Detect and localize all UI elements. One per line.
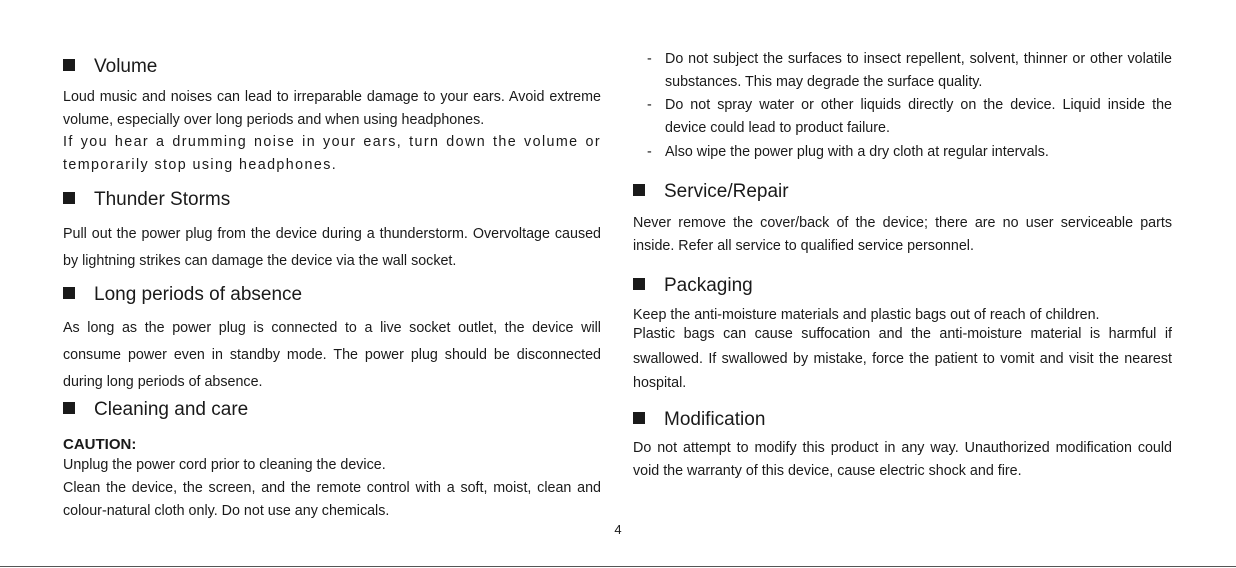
bullet-square-icon — [633, 278, 645, 290]
cleaning-paragraph-2: Clean the device, the screen, and the remote control with a soft, moist, clean and colour-natural cloth only. Do not use any chemicals. — [63, 480, 601, 519]
bullet-square-icon — [63, 192, 75, 204]
packaging-paragraph-2: Plastic bags can cause suffocation and the anti-moisture material is harmful if swallowed. If swallowed by mistake, force the patient to vomit and visit the nearest hospital. — [633, 326, 1172, 391]
volume-paragraph-1: Loud music and noises can lead to irreparable damage to your ears. Avoid extreme volume, especially over long periods and when using headphones. — [63, 89, 601, 128]
modification-paragraph: Do not attempt to modify this product in any way. Unauthorized modification could void the warranty of this device, cause electric shock and fire. — [633, 440, 1172, 479]
section-heading-modification: Modification — [633, 408, 765, 432]
section-heading-service-repair: Service/Repair — [633, 180, 789, 204]
section-heading-cleaning-and-care: Cleaning and care — [63, 398, 248, 422]
section-heading-volume: Volume — [63, 55, 157, 79]
cleaning-bullet-3: - Also wipe the power plug with a dry cloth at regular intervals. — [647, 144, 1049, 160]
packaging-paragraph-1: Keep the anti-moisture materials and plastic bags out of reach of children. — [633, 307, 1100, 323]
volume-paragraph-2: If you hear a drumming noise in your ears, turn down the volume or temporarily stop using headphones. — [63, 134, 601, 173]
cleaning-bullet-1: - Do not subject the surfaces to insect repellent, solvent, thinner or other volatile substances. This may degrade the surface quality. — [647, 51, 1172, 90]
section-heading-long-periods-of-absence: Long periods of absence — [63, 283, 302, 307]
bullet-square-icon — [633, 412, 645, 424]
service-repair-paragraph: Never remove the cover/back of the device; there are no user serviceable parts inside. Refer all service to qualified service personnel. — [633, 215, 1172, 254]
caution-label: CAUTION: — [63, 436, 137, 453]
section-heading-packaging: Packaging — [633, 274, 753, 298]
section-heading-thunder-storms: Thunder Storms — [63, 188, 230, 212]
bullet-square-icon — [63, 59, 75, 71]
bottom-rule — [0, 566, 1236, 567]
page-number: 4 — [614, 522, 622, 537]
bullet-square-icon — [63, 402, 75, 414]
thunder-storms-paragraph: Pull out the power plug from the device during a thunderstorm. Overvoltage caused by lightning strikes can damage the device via the wall socket. — [63, 226, 601, 269]
absence-paragraph: As long as the power plug is connected to a live socket outlet, the device will consume power even in standby mode. The power plug should be disconnected during long periods of absence. — [63, 320, 601, 390]
bullet-square-icon — [63, 287, 75, 299]
cleaning-paragraph-1: Unplug the power cord prior to cleaning the device. — [63, 457, 386, 473]
cleaning-bullet-2: - Do not spray water or other liquids directly on the device. Liquid inside the device could lead to product failure. — [647, 97, 1172, 136]
bullet-square-icon — [633, 184, 645, 196]
